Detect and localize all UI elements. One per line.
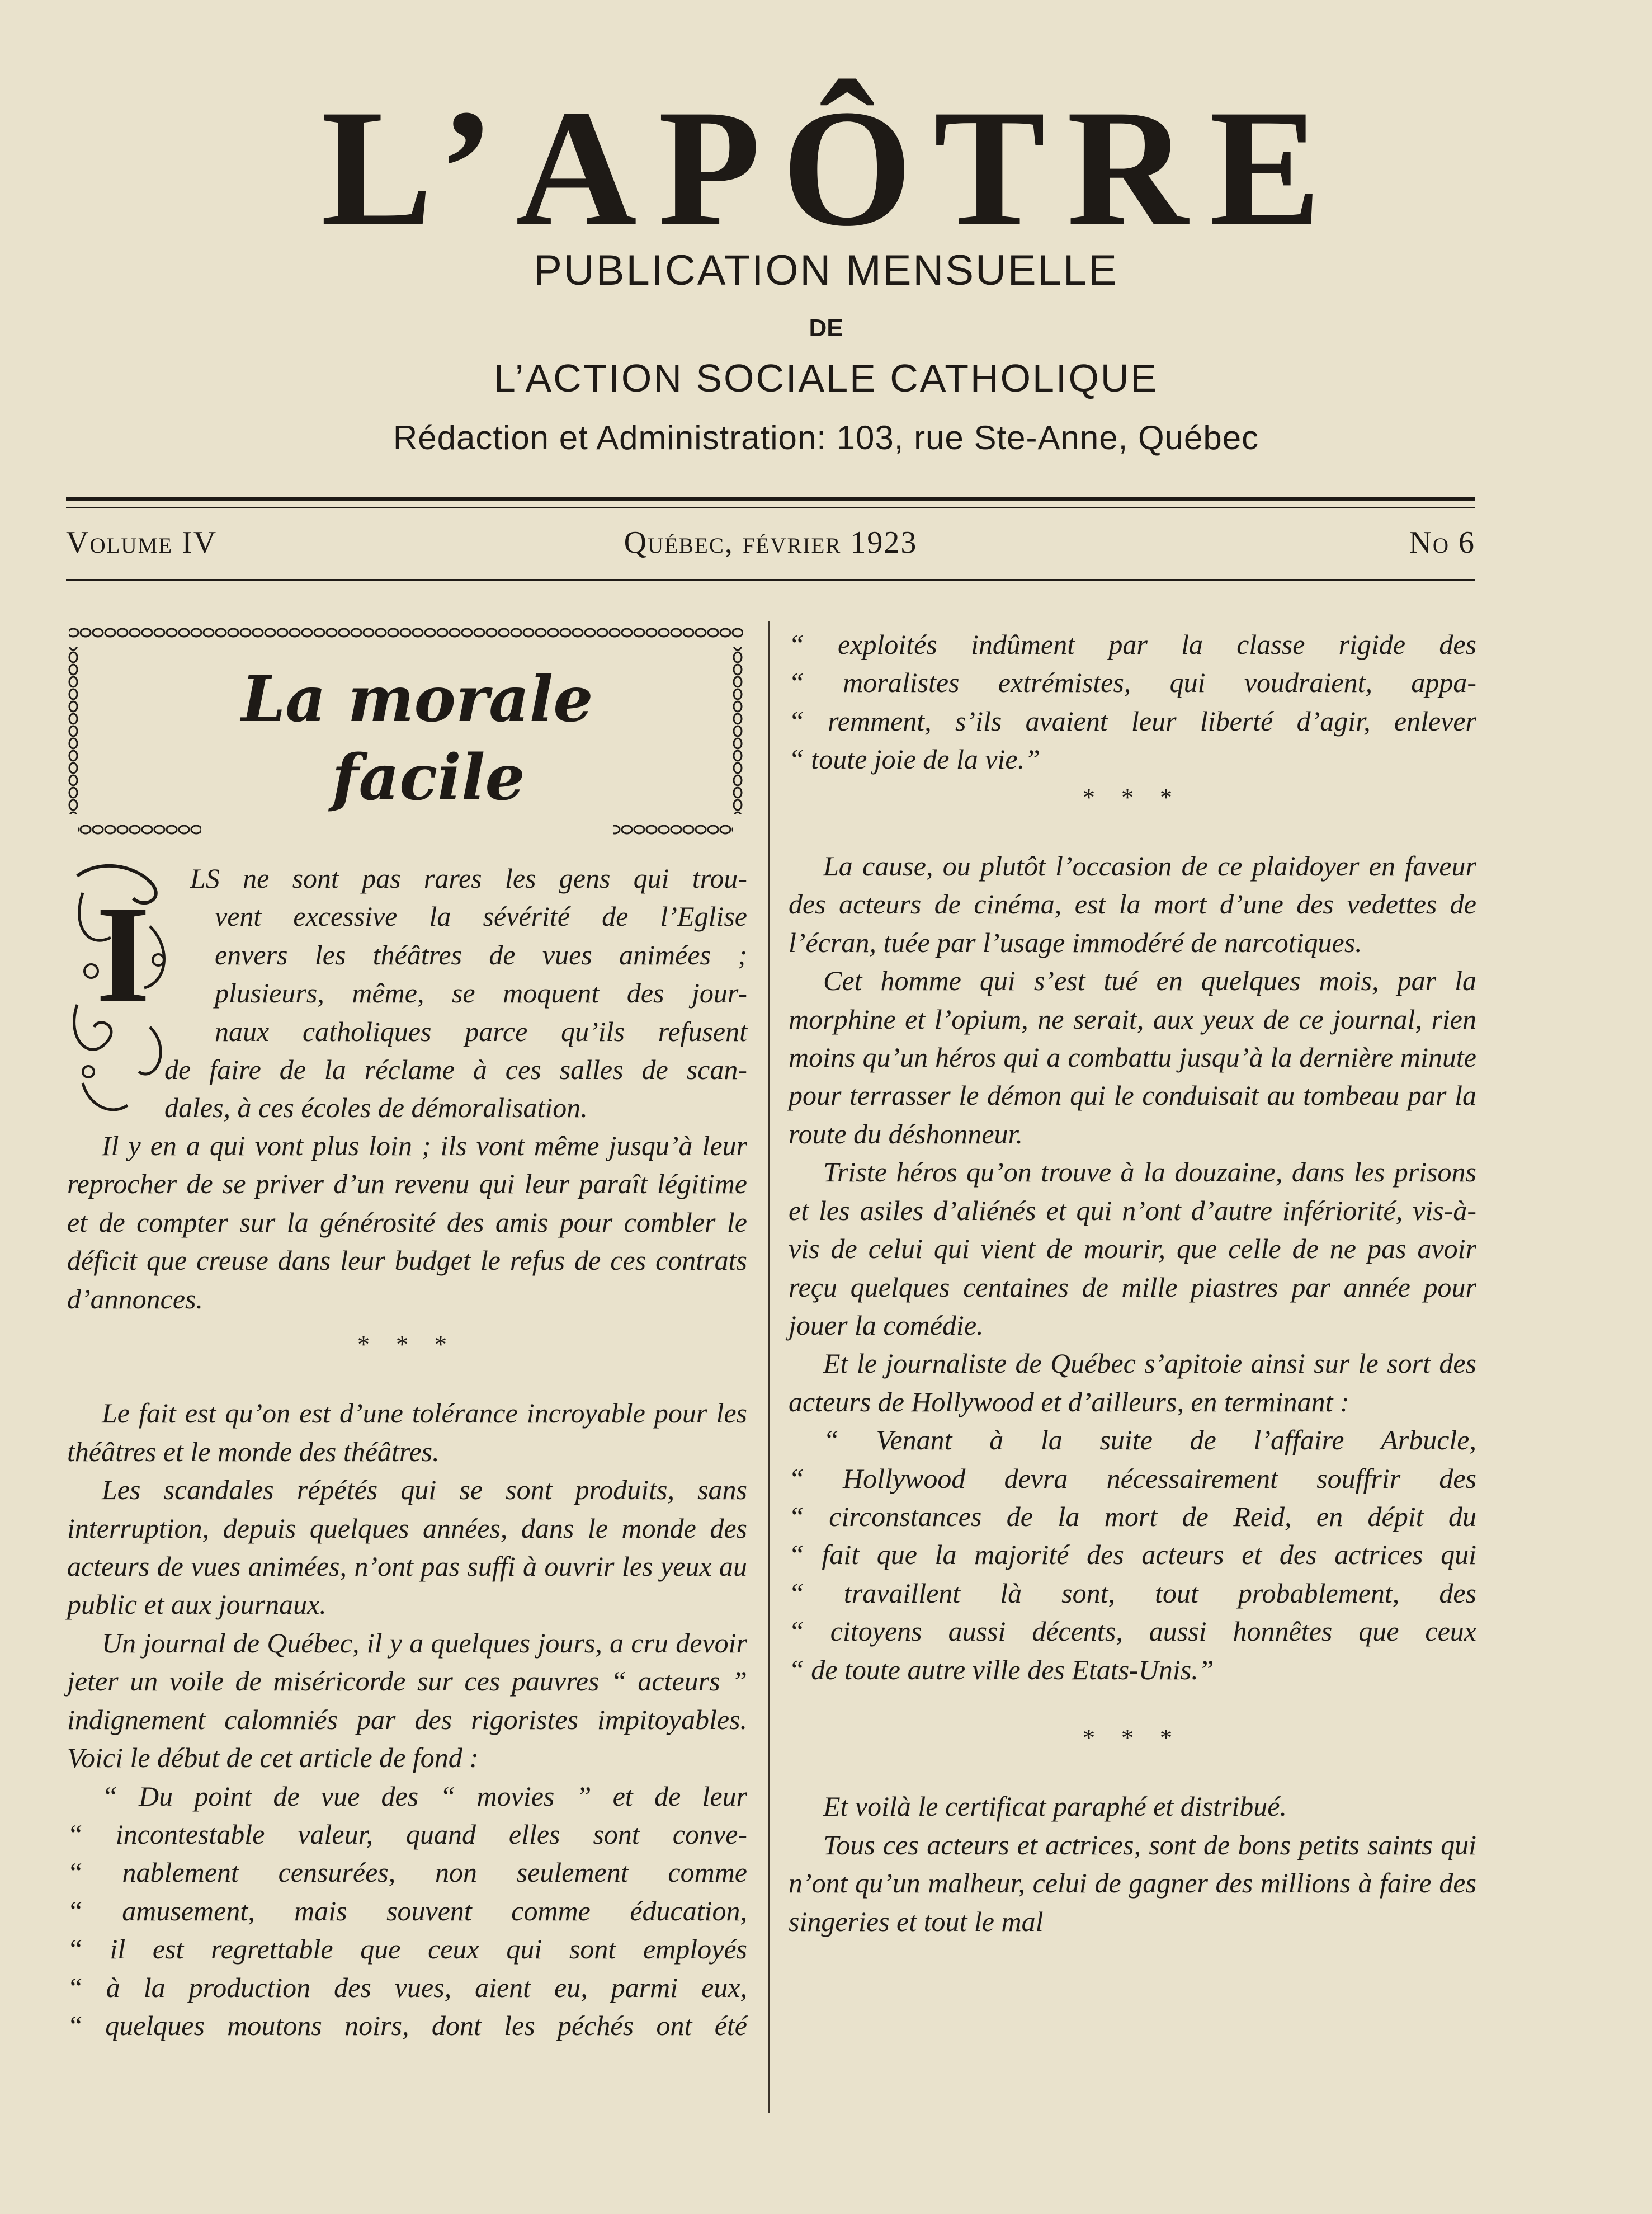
volume-label: Volume IV: [66, 525, 218, 560]
quote-line: “ à la production des vues, aient eu, parmi eux,: [67, 1971, 747, 2003]
issue-number-label: No 6: [1409, 525, 1475, 560]
paragraph: La cause, ou plutôt l’occasion de ce plaidoyer en faveur des acteurs de cinéma, est la mort d’une des vedettes de l’écran, tuée par l’usage immodéré de narcotiques.: [789, 850, 1476, 958]
quote-line: “ citoyens aussi décents, aussi honnêtes que ceux: [789, 1615, 1476, 1647]
masthead-address: Rédaction et Administration: 103, rue Ste-Anne, Québec: [393, 419, 1259, 456]
paragraph: Il y en a qui vont plus loin ; ils vont même jusqu’à leur reprocher de se priver d’un revenu qui leur paraît légitime et de compter sur la générosité des amis pour combler le déficit que creuse dans leur budget le refus de ces contrats d’annonces.: [67, 1130, 747, 1315]
quote-line: “ fait que la majorité des acteurs et des actrices qui: [789, 1539, 1476, 1571]
paragraph: Et voilà le certificat paraphé et distribué.: [823, 1791, 1287, 1822]
section-separator: * * *: [1083, 1723, 1182, 1751]
opening-line-3: envers les théâtres de vues animées ;: [215, 939, 747, 971]
article-title-line2: facile: [332, 741, 525, 814]
paragraph: Tous ces acteurs et actrices, sont de bons petits saints qui n’ont qu’un malheur, celui de gagner des millions à faire des singeries et tout le mal: [789, 1829, 1476, 1937]
opening-line-7: dales, à ces écoles de démoralisation.: [164, 1092, 588, 1124]
quote-line: “ amusement, mais souvent comme éducation,: [67, 1895, 747, 1926]
section-separator: * * *: [357, 1331, 457, 1359]
quote-line: “ de toute autre ville des Etats-Unis.”: [789, 1654, 1214, 1685]
quote-line: “ Venant à la suite de l’affaire Arbucle,: [823, 1424, 1476, 1456]
quote-line: “ Du point de vue des “ movies ” et de leur: [102, 1780, 747, 1812]
quote-line: “ incontestable valeur, quand elles sont conve-: [67, 1818, 747, 1850]
quote-line: “ nablement censurées, non seulement comme: [67, 1857, 747, 1888]
masthead-title: L’APÔTRE: [320, 75, 1343, 261]
quote-line: “ moralistes extrémistes, qui voudraient, appa-: [789, 667, 1476, 699]
place-date-label: Québec, février 1923: [624, 525, 918, 560]
paragraph: Cet homme qui s’est tué en quelques mois, par la morphine et l’opium, ne serait, aux yeux de ce journal, rien moins qu’un héros qui a combattu jusqu’à la dernière minute pour terrasser le démon qui le conduisait au tombeau par la route du déshonneur.: [789, 965, 1476, 1150]
article-title-box: [67, 626, 745, 840]
ornamental-drop-cap: [66, 859, 178, 1122]
quote-line: “ circonstances de la mort de Reid, en dépit du: [789, 1500, 1476, 1532]
drop-cap-letter: I: [96, 877, 150, 1032]
masthead-rule-thin: [66, 507, 1475, 508]
quote-line: “ travaillent là sont, tout probablement, des: [789, 1577, 1476, 1609]
masthead-rule-thick: [66, 497, 1475, 501]
opening-line-4: plusieurs, même, se moquent des jour-: [215, 977, 747, 1009]
paragraph: Un journal de Québec, il y a quelques jours, a cru devoir jeter un voile de miséricorde sur ces pauvres “ acteurs ” indignement calomniés par des rigoristes impitoyables. Voici le début de cet article de fond :: [67, 1627, 747, 1774]
opening-line-2: vent excessive la sévérité de l’Eglise: [215, 901, 747, 932]
left-column: [67, 1127, 747, 2045]
paragraph: Et le journaliste de Québec s’apitoie ainsi sur le sort des acteurs de Hollywood et d’ailleurs, en terminant :: [789, 1348, 1476, 1417]
issue-info-row: [66, 520, 1475, 565]
right-column: [789, 625, 1476, 1940]
opening-line-1: LS ne sont pas rares les gens qui trou-: [190, 863, 747, 894]
paragraph: Les scandales répétés qui se sont produits, sans interruption, depuis quelques années, dans le monde des acteurs de vues animées, n’ont pas suffi à ouvrir les yeux au public et aux journaux.: [67, 1474, 747, 1621]
issue-rule: [66, 579, 1475, 581]
quote-line: “ remment, s’ils avaient leur liberté d’agir, enlever: [789, 705, 1476, 737]
paragraph: Triste héros qu’on trouve à la douzaine, dans les prisons et les asiles d’aliénés et qui n’ont d’autre infériorité, vis-à-vis de celui qui vient de mourir, que celle de ne pas avoir reçu quelques centaines de mille piastres par année pour jouer la comédie.: [789, 1156, 1476, 1341]
masthead-connector: DE: [809, 314, 843, 342]
quote-line: “ exploités indûment par la classe rigide des: [789, 629, 1476, 660]
section-separator: * * *: [1083, 783, 1182, 811]
masthead-publisher: L’ACTION SOCIALE CATHOLIQUE: [493, 356, 1159, 400]
column-divider: [768, 621, 770, 2113]
article-title-line1: La morale: [241, 663, 593, 736]
opening-line-5: naux catholiques parce qu’ils refusent: [215, 1015, 747, 1047]
quote-line: “ quelques moutons noirs, dont les péchés ont été: [67, 2009, 747, 2041]
quote-line: “ Hollywood devra nécessairement souffrir des: [789, 1462, 1476, 1494]
opening-line-6: de faire de la réclame à ces salles de scan-: [164, 1054, 747, 1085]
masthead-subtitle: PUBLICATION MENSUELLE: [534, 247, 1118, 294]
paragraph: Le fait est qu’on est d’une tolérance incroyable pour les théâtres et le monde des théâtres.: [67, 1397, 747, 1467]
quote-line: “ toute joie de la vie.”: [789, 743, 1040, 775]
quote-line: “ il est regrettable que ceux qui sont employés: [67, 1933, 747, 1965]
